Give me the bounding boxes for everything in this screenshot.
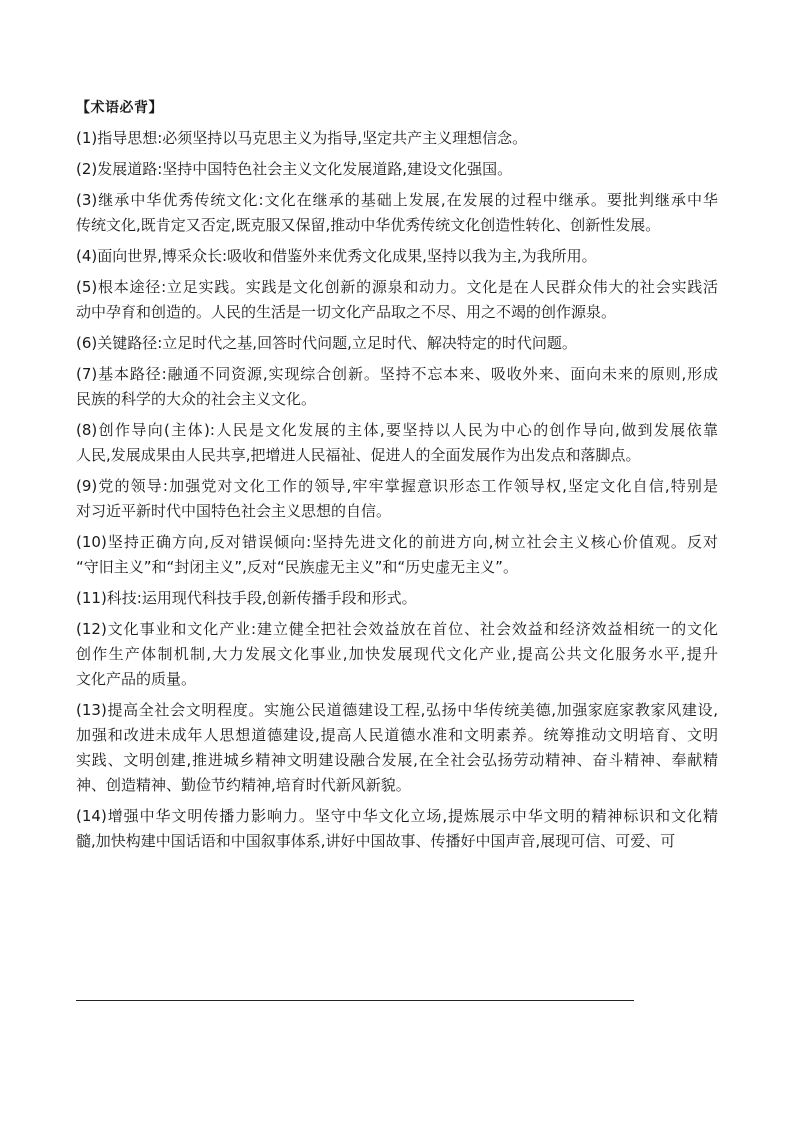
term-item: [76, 188, 718, 238]
term-line: (10)坚持正确方向,反对错误倾向:坚持先进文化的前进方向,树立社会主义核心价值观。反对: [76, 533, 718, 551]
term-line: 动中孕育和创造的。人民的生活是一切文化产品取之不尽、用之不竭的创作源泉。: [76, 303, 617, 321]
term-line: 人民,发展成果由人民共享,把增进人民福祉、促进人的全面发展作为出发点和落脚点。: [76, 446, 641, 464]
term-line: (6)关键路径:立足时代之基,回答时代问题,立足时代、解决特定的时代问题。: [76, 334, 577, 352]
term-item: [76, 331, 718, 356]
term-line: 神、创造精神、勤俭节约精神,培育时代新风新貌。: [76, 776, 411, 794]
term-item: [76, 275, 718, 325]
term-line: (4)面向世界,博采众长:吸收和借鉴外来优秀文化成果,坚持以我为主,为我所用。: [76, 247, 597, 265]
term-item: [76, 617, 718, 692]
term-line: 对习近平新时代中国特色社会主义思想的自信。: [76, 502, 392, 520]
term-line: (14)增强中华文明传播力影响力。坚守中华文化立场,提炼展示中华文明的精神标识和文化精: [76, 807, 718, 825]
term-item: [76, 474, 718, 524]
term-line: (12)文化事业和文化产业:建立健全把社会效益放在首位、社会效益和经济效益相统一的文化: [76, 620, 718, 638]
term-item: [76, 362, 718, 412]
term-line: (9)党的领导:加强党对文化工作的领导,牢牢掌握意识形态工作领导权,坚定文化自信,特别是: [76, 477, 718, 495]
term-line: 民族的科学的大众的社会主义文化。: [76, 390, 317, 408]
term-line: 加强和改进未成年人思想道德建设,提高人民道德水准和文明素养。统筹推动文明培育、文明: [76, 726, 718, 744]
term-line: 创作生产体制机制,大力发展文化事业,加快发展现代文化产业,提高公共文化服务水平,提升: [76, 645, 718, 663]
term-line: (3)继承中华优秀传统文化:文化在继承的基础上发展,在发展的过程中继承。要批判继承中华: [76, 191, 718, 209]
term-line: (11)科技:运用现代科技手段,创新传播手段和形式。: [76, 589, 417, 607]
term-line: (8)创作导向(主体):人民是文化发展的主体,要坚持以人民为中心的创作导向,做到发展依靠: [76, 421, 718, 439]
term-item: [76, 126, 718, 151]
term-line: 髓,加快构建中国话语和中国叙事体系,讲好中国故事、传播好中国声音,展现可信、可爱、可: [76, 832, 676, 850]
term-item: [76, 586, 718, 611]
term-item: [76, 804, 718, 854]
term-item: [76, 157, 718, 182]
term-item: [76, 418, 718, 468]
footer-divider: [76, 1000, 634, 1001]
term-line: (5)根本途径:立足实践。实践是文化创新的源泉和动力。文化是在人民群众伟大的社会实践活: [76, 278, 718, 296]
term-item: [76, 698, 718, 798]
term-line: 传统文化,既肯定又否定,既克服又保留,推动中华优秀传统文化创造性转化、创新性发展。: [76, 216, 661, 234]
document-body: [76, 96, 718, 860]
term-line: 文化产品的质量。: [76, 670, 197, 688]
term-list: [76, 126, 718, 854]
term-line: “守旧主义”和“封闭主义”,反对“民族虚无主义”和“历史虚无主义”。: [76, 558, 518, 576]
term-line: (7)基本路径:融通不同资源,实现综合创新。坚持不忘本来、吸收外来、面向未来的原则,形成: [76, 365, 718, 383]
section-heading: 【术语必背】: [76, 100, 163, 116]
term-line: (2)发展道路:坚持中国特色社会主义文化发展道路,建设文化强国。: [76, 160, 513, 178]
term-item: [76, 530, 718, 580]
term-item: [76, 244, 718, 269]
term-line: (1)指导思想:必须坚持以马克思主义为指导,坚定共产主义理想信念。: [76, 129, 528, 147]
term-line: 实践、文明创建,推进城乡精神文明建设融合发展,在全社会弘扬劳动精神、奋斗精神、奉献精: [76, 751, 718, 769]
term-line: (13)提高全社会文明程度。实施公民道德建设工程,弘扬中华传统美德,加强家庭家教家风建设,: [76, 701, 718, 719]
